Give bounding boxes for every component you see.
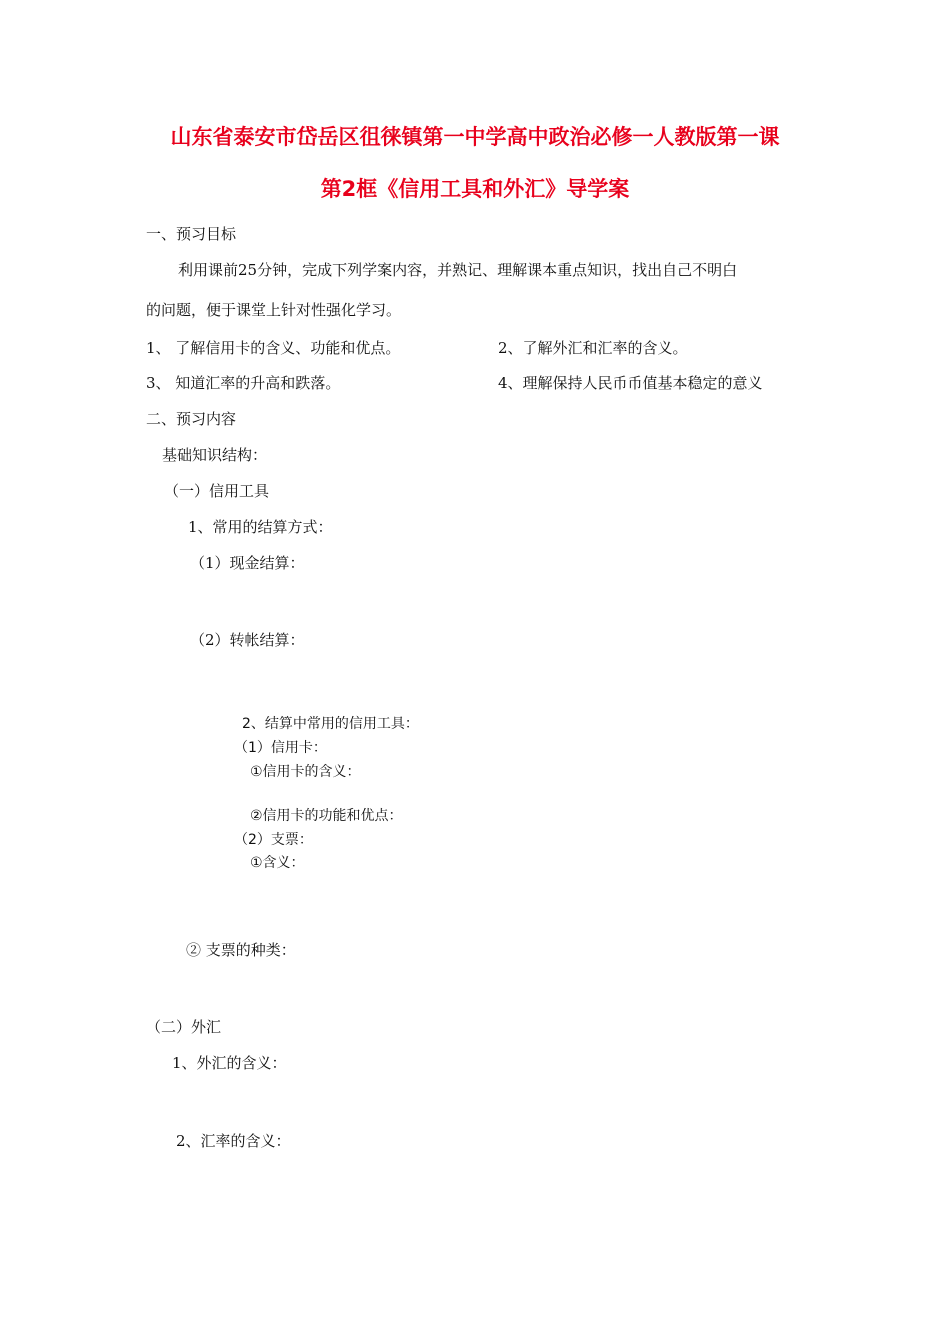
goal-item-1: 1、 了解信用卡的含义、功能和优点。 <box>146 339 401 357</box>
item-transfer-settlement: （2）转帐结算： <box>190 631 305 649</box>
item-foreign-exchange-meaning: 1、外汇的含义： <box>172 1054 287 1072</box>
subsection-heading-credit-tools: （一）信用工具 <box>164 482 270 500</box>
intro-paragraph-line-2: 的问题，便于课堂上针对性强化学习。 <box>146 301 402 319</box>
goal-item-3: 3、 知道汇率的升高和跌落。 <box>146 374 341 392</box>
subsection-heading-foreign-exchange: （二）外汇 <box>146 1018 222 1036</box>
intro-paragraph-line-1: 利用课前25分钟，完成下列学案内容，并熟记、理解课本重点知识，找出自己不明白 <box>178 261 738 279</box>
document-title-line-2: 第2框《信用工具和外汇》导学案 <box>320 177 630 201</box>
document-title-line-1: 山东省泰安市岱岳区徂徕镇第一中学高中政治必修一人教版第一课 <box>170 125 780 149</box>
item-credit-card-functions: ②信用卡的功能和优点： <box>250 808 403 824</box>
item-credit-card: （1）信用卡： <box>234 740 327 756</box>
section-heading-preview-content: 二、预习内容 <box>146 410 237 428</box>
item-exchange-rate-meaning: 2、汇率的含义： <box>176 1132 291 1150</box>
item-cheque-types: ② 支票的种类： <box>186 941 296 959</box>
item-cash-settlement: （1）现金结算： <box>190 554 305 572</box>
basic-knowledge-label: 基础知识结构： <box>162 446 268 464</box>
item-settlement-methods: 1、常用的结算方式： <box>188 518 333 536</box>
goal-item-2: 2、了解外汇和汇率的含义。 <box>498 339 688 357</box>
item-common-credit-tools: 2、结算中常用的信用工具： <box>242 716 419 732</box>
item-cheque-meaning: ①含义： <box>250 855 305 871</box>
item-cheque: （2）支票： <box>234 832 313 848</box>
goal-item-4: 4、理解保持人民币币值基本稳定的意义 <box>498 374 763 392</box>
section-heading-preview-goals: 一、预习目标 <box>146 225 237 243</box>
item-credit-card-meaning: ①信用卡的含义： <box>250 764 361 780</box>
